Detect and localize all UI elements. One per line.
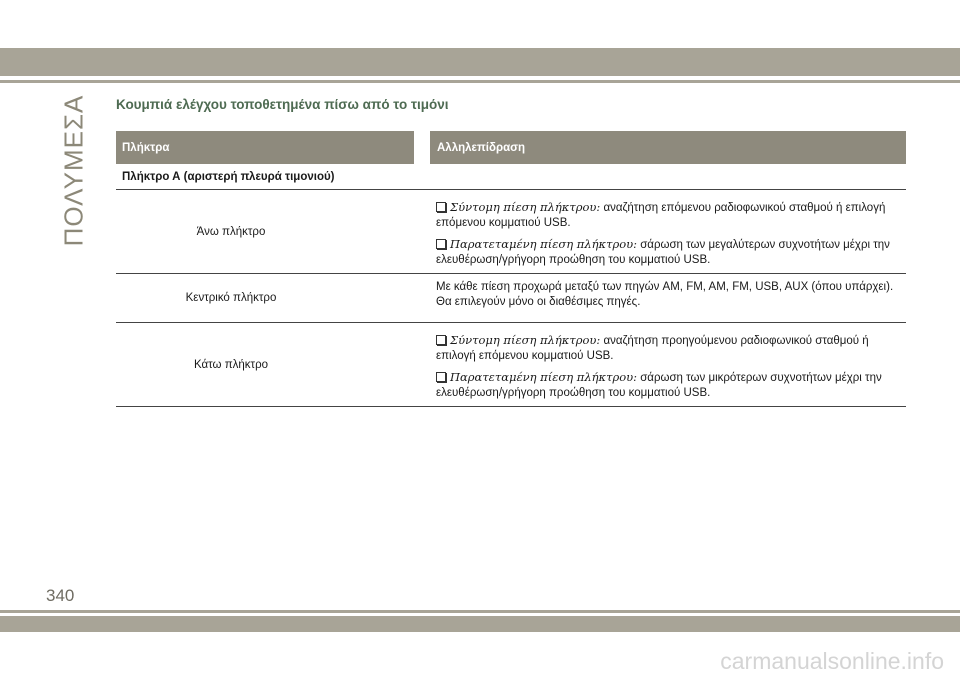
row-key-label: Κεντρικό πλήκτρο [185, 292, 277, 304]
row-interaction [436, 274, 906, 322]
checkbox-bullet-icon [436, 335, 446, 345]
bottom-decorative-band [0, 616, 960, 632]
row-interaction [436, 323, 906, 406]
entry-lead: Παρατεταμένη πίεση πλήκτρου: [450, 237, 637, 251]
entry-text: σάρωση των μικρότερων συχνοτήτων μέχρι την ελευθέρωση/γρήγορη προώθηση του κομματιού USB. [436, 372, 882, 399]
row-key-label: Άνω πλήκτρο [196, 225, 266, 238]
entry-text: Με κάθε πίεση προχωρά μεταξύ των πηγών AM, FM, AM, FM, USB, AUX (όπου υπάρχει). Θα επιλεγούν μόνο οι διαθέσιμες πηγές. [436, 281, 894, 308]
watermark: carmanualsonline.info [720, 648, 944, 674]
table-row [116, 274, 906, 323]
entry-text: αναζήτηση επόμενου ραδιοφωνικού σταθμού ή επιλογή επόμενου κομματιού USB. [436, 202, 886, 229]
top-rule [0, 80, 960, 83]
checkbox-bullet-icon [436, 202, 446, 212]
checkbox-bullet-icon [436, 372, 446, 382]
table-row [116, 190, 906, 274]
header-interaction: Αλληλεπίδραση [430, 131, 906, 164]
interaction-entry [436, 333, 900, 364]
entry-lead: Παρατεταμένη πίεση πλήκτρου: [450, 370, 637, 384]
checkbox-bullet-icon [436, 239, 446, 249]
entry-text: αναζήτηση προηγούμενου ραδιοφωνικού σταθμού ή επιλογή επόμενου κομματιού USB. [436, 335, 869, 362]
section-title: Κουμπιά ελέγχου τοποθετημένα πίσω από το τιμόνι [116, 97, 449, 112]
interaction-entry [436, 370, 900, 401]
interaction-entry [436, 237, 900, 268]
controls-table [116, 131, 906, 407]
side-chapter-title-text: ΠΟΛΥΜΕΣΑ [58, 94, 89, 246]
table-header [116, 131, 906, 164]
top-decorative-band [0, 48, 960, 76]
entry-text: σάρωση των μεγαλύτερων συχνοτήτων μέχρι την ελευθέρωση/γρήγορη προώθηση του κομματιού USB. [436, 239, 890, 266]
row-key [116, 323, 436, 406]
entry-lead: Σύντομη πίεση πλήκτρου: [450, 200, 601, 214]
header-keys: Πλήκτρα [116, 131, 414, 164]
row-key [116, 190, 436, 273]
row-key-label: Κάτω πλήκτρο [193, 358, 269, 371]
group-row: Πλήκτρο Α (αριστερή πλευρά τιμονιού) [116, 164, 906, 190]
table-row [116, 323, 906, 407]
side-chapter-title [56, 94, 92, 246]
row-key [116, 274, 436, 322]
page-number: 340 [46, 586, 75, 605]
interaction-entry [436, 200, 900, 231]
bottom-rule [0, 610, 960, 613]
row-interaction [436, 190, 906, 273]
entry-lead: Σύντομη πίεση πλήκτρου: [450, 333, 601, 347]
